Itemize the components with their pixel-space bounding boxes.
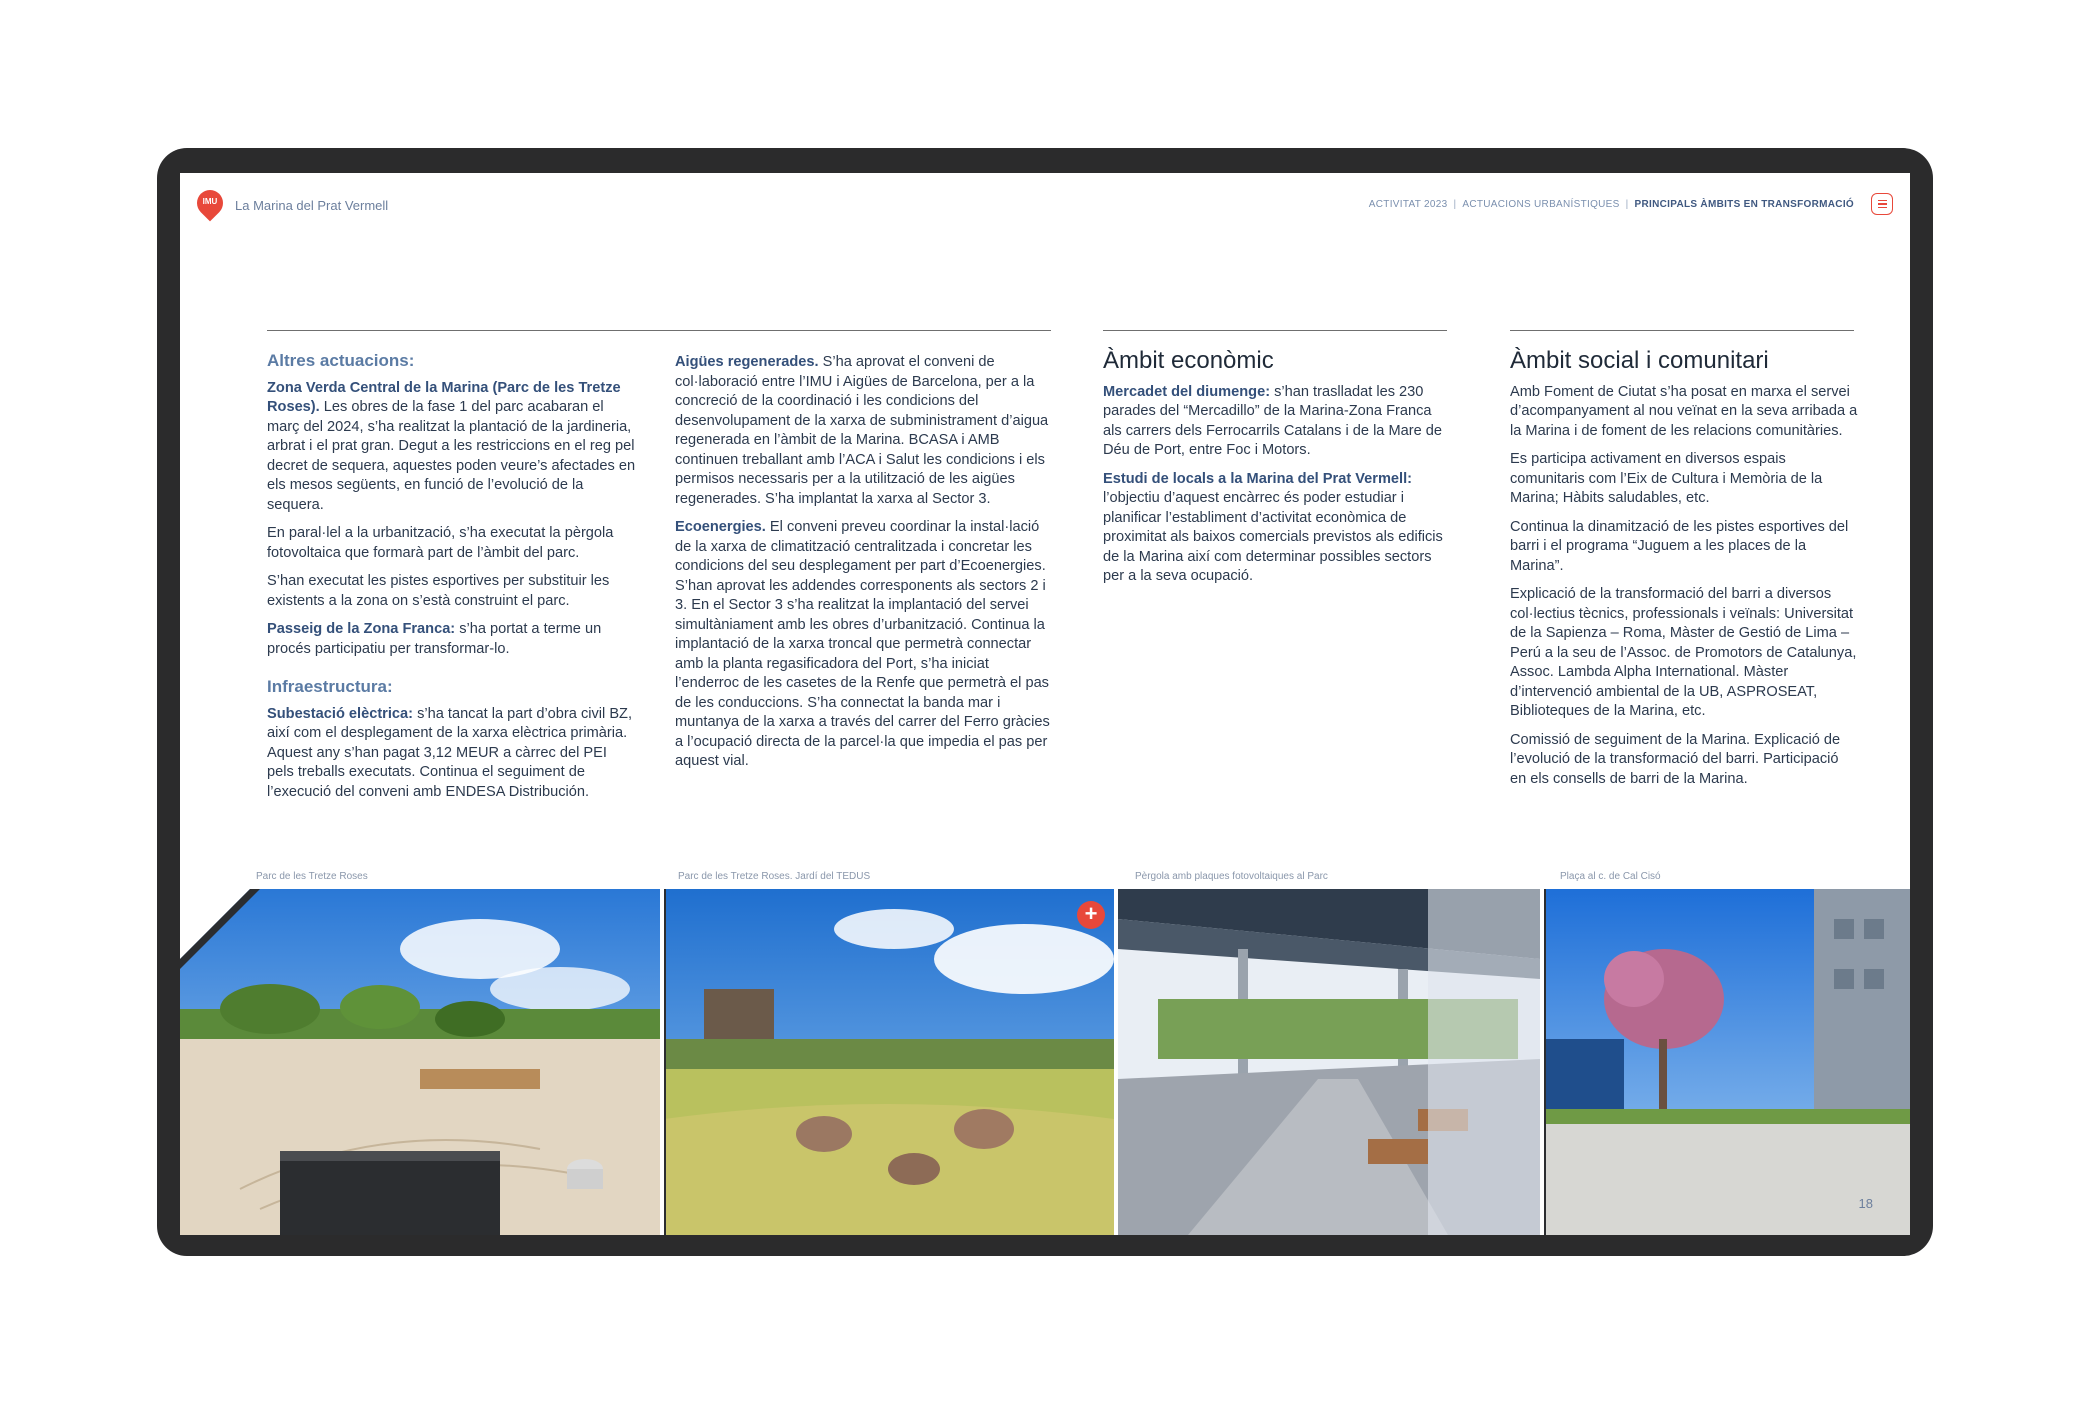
paragraph: Es participa activament en diversos espais comunitaris com l’Eix de Cultura i Memòria de la Marina; Hàbits saludables, etc. <box>1510 451 1823 506</box>
paragraph-text: s’ha portat a terme un procés participatiu per transformar-lo. <box>267 621 602 657</box>
breadcrumb <box>1369 199 1854 210</box>
logo-text: IMU <box>202 197 218 206</box>
section-heading: Infraestructura: <box>267 677 393 696</box>
paragraph-lead: Passeig de la Zona Franca: <box>267 621 456 637</box>
page-number: 18 <box>1858 1196 1873 1211</box>
column-ambit-economic <box>1103 347 1448 596</box>
breadcrumb-item-ambits[interactable]: PRINCIPALS ÀMBITS EN TRANSFORMACIÓ <box>1634 199 1854 210</box>
top-bar <box>180 173 1910 233</box>
paragraph <box>267 620 637 659</box>
paragraph <box>267 379 637 516</box>
breadcrumb-separator: | <box>1453 199 1457 210</box>
paragraph-text: S’ha aprovat el conveni de col·laboració entre l’IMU i Aigües de Barcelona, per a la concreció de la coordinació i les condicions del desenvolupament de la xarxa de subministrament d’aigua regenerada en l’àmbit de la Marina. BCASA i AMB continuen treballant amb l’ACA i Salut les condicions i els permisos necessaris per a la utilització de les aigües regenerades. S’ha implantat la xarxa al Sector 3. <box>675 354 1049 507</box>
paragraph-text: Les obres de la fase 1 del parc acabaran el març del 2024, s’ha realitzat la plantació de la jardineria, arbrat i el prat gran. Degut a les restriccions en el reg pel decret de sequera, aquestes poden veure’s afectades en els mesos següents, en funció de l’evolució de la sequera. <box>267 399 636 513</box>
column-altres-actuacions <box>267 351 637 811</box>
divider-rule <box>1103 330 1447 331</box>
photo-pergola-fotovoltaica[interactable] <box>1118 889 1540 1235</box>
paragraph-text: s’han traslladat les 230 parades del “Mercadillo” de la Marina-Zona Franca als carrers dels Ferrocarrils Catalans i de la Mare de Déu de Port, entre Foc i Motors. <box>1103 383 1443 458</box>
paragraph: Comissió de seguiment de la Marina. Explicació de l’evolució de la transformació del barri. Participació en els consells de barri de la Marina. <box>1510 731 1841 787</box>
paragraph-lead: Aigües regenerades. <box>675 354 819 370</box>
photo-placa-cal-ciso[interactable] <box>1544 889 1910 1235</box>
photo-caption: Plaça al c. de Cal Cisó <box>1560 871 1661 882</box>
divider-rule <box>1510 330 1854 331</box>
column-ambit-social <box>1510 347 1858 798</box>
section-heading: Altres actuacions: <box>267 351 415 370</box>
paragraph-lead: Estudi de locals a la Marina del Prat Vermell: <box>1103 470 1413 487</box>
site-title[interactable]: La Marina del Prat Vermell <box>235 198 389 213</box>
paragraph <box>1103 470 1448 587</box>
paragraph <box>675 353 1055 509</box>
expand-plus-button[interactable]: + <box>1077 901 1105 929</box>
paragraph <box>675 518 1055 772</box>
hamburger-icon[interactable] <box>1871 193 1893 215</box>
photo-caption: Parc de les Tretze Roses <box>256 871 368 882</box>
section-heading: Àmbit social i comunitari <box>1510 347 1769 374</box>
paragraph: Explicació de la transformació del barri a diversos col·lectius tècnics, professionals i veïnals: Universitat de la Sapienza – Roma, Màster de Gestió de Lima – Perú a la seu de l’Assoc. de Promotors de Catalunya, Assoc. Lambda Alpha International. Màster d’intervenció ambiental de la UB, ASPROSEAT, Biblioteques de la Marina, etc. <box>1510 586 1857 719</box>
breadcrumb-separator: | <box>1625 199 1629 210</box>
paragraph <box>1103 383 1448 461</box>
paragraph-lead: Zona Verda Central de la Marina (Parc de les Tretze Roses). <box>267 379 621 415</box>
photo-jardi-tedus[interactable] <box>664 889 1114 1235</box>
paragraph: Amb Foment de Ciutat s’ha posat en marxa el servei d’acompanyament al nou veïnat en la seva arribada a la Marina i de foment de les relacions comunitàries. <box>1510 383 1858 439</box>
section-heading: Àmbit econòmic <box>1103 347 1274 374</box>
paragraph: S’han executat les pistes esportives per substituir les existents a la zona on s’està construint el parc. <box>267 573 610 609</box>
paragraph: En paral·lel a la urbanització, s’ha executat la pèrgola fotovoltaica que formarà part de l’àmbit del parc. <box>267 525 614 561</box>
breadcrumb-item-actuacions[interactable]: ACTUACIONS URBANÍSTIQUES <box>1462 199 1620 210</box>
paragraph-text: l’objectiu d’aquest encàrrec és poder estudiar i planificar l’establiment d’activitat econòmica de proximitat als baixos comercials previstos als edificis de la Marina així com determinar possibles sectors per a la seva ocupació. <box>1103 490 1443 584</box>
photo-caption: Pèrgola amb plaques fotovoltaiques al Parc <box>1135 871 1328 882</box>
paragraph-text: El conveni preveu coordinar la instal·lació de la xarxa de climatització centralitzada i concretar les condicions del seu desplegament per part d’Ecoenergies. S’han aprovat les addendes corresponents als sectors 2 i 3. En el Sector 3 s’ha realitzat la implantació del servei simultàniament amb les obres d’urbanització. Continua la implantació de la xarxa troncal que permetrà connectar amb la planta regasificadora del Port, s’ha iniciat l’enderroc de les casetes de la Renfe que permetrà el pas de les conduccions. S’ha connectat la banda mar i muntanya de la xarxa a través del carrer del Ferro gràcies a l’ocupació directa de la parcel·la que impedia el pas per aquest vial. <box>675 519 1050 769</box>
divider-rule <box>267 330 1051 331</box>
paragraph-lead: Ecoenergies. <box>675 519 766 535</box>
photo-parc-tretze-roses[interactable] <box>180 889 660 1235</box>
column-aigues-ecoenergies <box>675 353 1055 781</box>
photo-caption: Parc de les Tretze Roses. Jardí del TEDUS <box>678 871 871 882</box>
breadcrumb-item-activitat[interactable]: ACTIVITAT 2023 <box>1368 199 1448 210</box>
paragraph-lead: Subestació elèctrica: <box>267 705 414 722</box>
paragraph <box>267 705 637 803</box>
paragraph-text: s’ha tancat la part d’obra civil BZ, així com el desplegament de la xarxa elèctrica primària. Aquest any s’han pagat 3,12 MEUR a càrrec del PEI pels treballs executats. Continua el seguiment de l’execució del conveni amb ENDESA Distribución. <box>267 705 633 800</box>
paragraph: Continua la dinamització de les pistes esportives del barri i el programa “Juguem a les places de la Marina”. <box>1510 518 1849 574</box>
paragraph-lead: Mercadet del diumenge: <box>1103 383 1271 400</box>
screen <box>180 173 1910 1235</box>
